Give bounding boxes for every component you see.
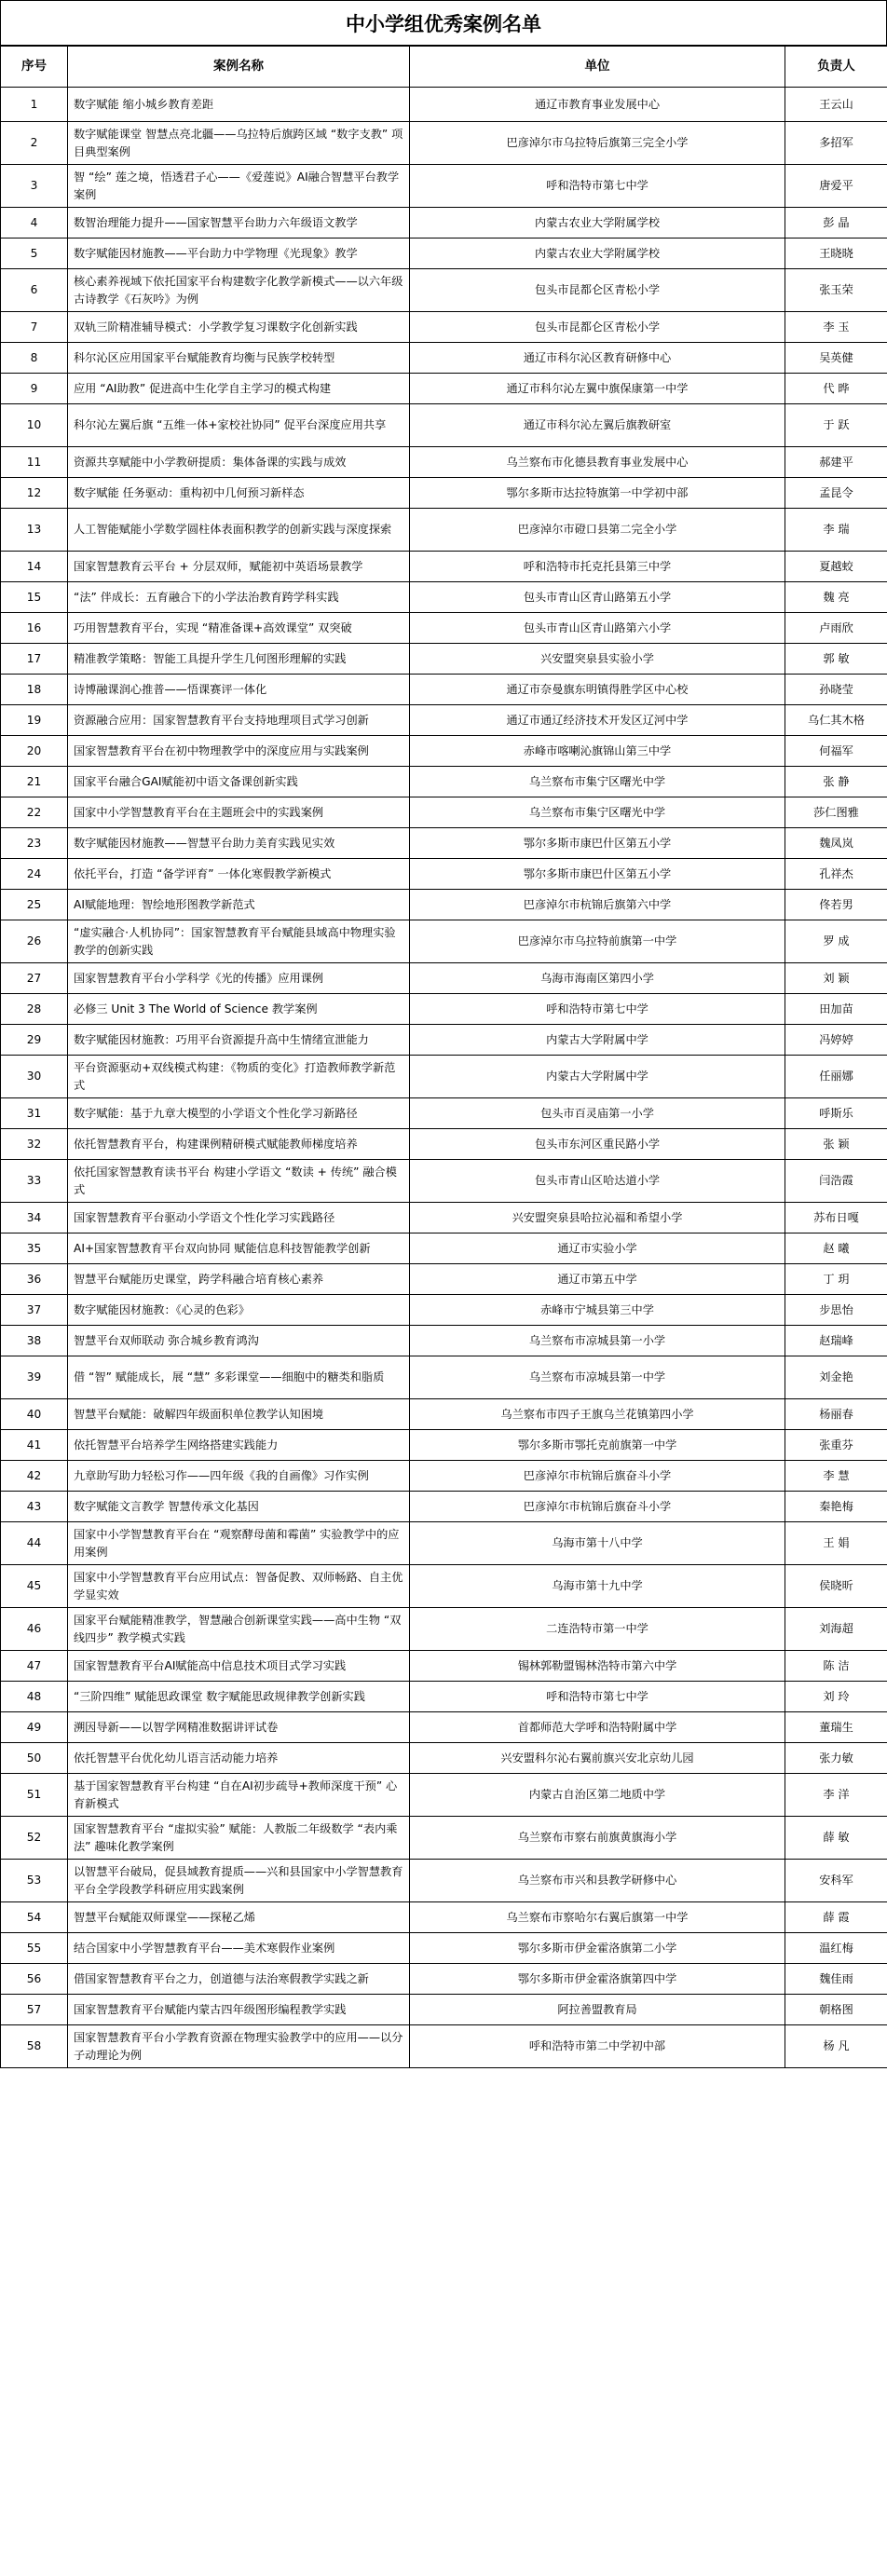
cell-case-name: 必修三 Unit 3 The World of Science 教学案例 [68, 994, 410, 1025]
table-row [1, 920, 887, 963]
cell-case-name: 人工智能赋能小学数学圆柱体表面积教学的创新实践与深度探索 [68, 509, 410, 552]
table-row [1, 478, 887, 509]
cell-number: 55 [1, 1933, 68, 1964]
cell-number: 48 [1, 1682, 68, 1712]
cell-person-in-charge: 刘 颖 [785, 963, 887, 994]
cell-unit: 呼和浩特市第七中学 [410, 994, 785, 1025]
cell-case-name: 数字赋能：基于九章大模型的小学语文个性化学习新路径 [68, 1098, 410, 1129]
cell-number: 7 [1, 312, 68, 343]
cell-unit: 巴彦淖尔市乌拉特前旗第一中学 [410, 920, 785, 963]
cell-unit: 通辽市科尔沁左翼中旗保康第一中学 [410, 374, 785, 404]
cell-case-name: 国家智慧教育平台小学科学《光的传播》应用课例 [68, 963, 410, 994]
cell-unit: 包头市青山区哈达道小学 [410, 1160, 785, 1203]
table-row [1, 269, 887, 312]
cell-case-name: 数字赋能 任务驱动：重构初中几何预习新样态 [68, 478, 410, 509]
cell-number: 30 [1, 1056, 68, 1098]
table-row [1, 1651, 887, 1682]
cell-number: 54 [1, 1902, 68, 1933]
table-row [1, 963, 887, 994]
cell-person-in-charge: 郭 敏 [785, 644, 887, 675]
cell-person-in-charge: 朝格图 [785, 1995, 887, 2025]
cell-number: 17 [1, 644, 68, 675]
cell-number: 18 [1, 675, 68, 705]
cell-person-in-charge: 魏凤岚 [785, 828, 887, 859]
cell-unit: 鄂尔多斯市伊金霍洛旗第二小学 [410, 1933, 785, 1964]
cell-number: 38 [1, 1326, 68, 1356]
cell-person-in-charge: 李 洋 [785, 1774, 887, 1817]
cell-number: 41 [1, 1430, 68, 1461]
cell-unit: 包头市百灵庙第一小学 [410, 1098, 785, 1129]
cell-case-name: 数字赋能文言教学 智慧传承文化基因 [68, 1492, 410, 1522]
cell-number: 14 [1, 552, 68, 582]
cell-person-in-charge: 温红梅 [785, 1933, 887, 1964]
cell-unit: 呼和浩特市托克托县第三中学 [410, 552, 785, 582]
cell-number: 28 [1, 994, 68, 1025]
cell-person-in-charge: 王晓晓 [785, 239, 887, 269]
cell-person-in-charge: 乌仁其木格 [785, 705, 887, 736]
cell-person-in-charge: 任丽娜 [785, 1056, 887, 1098]
header-row [1, 47, 887, 88]
cell-unit: 首都师范大学呼和浩特附属中学 [410, 1712, 785, 1743]
cell-number: 23 [1, 828, 68, 859]
table-row [1, 239, 887, 269]
table-row [1, 1399, 887, 1430]
cell-case-name: 数字赋能因材施教——智慧平台助力美育实践见实效 [68, 828, 410, 859]
table-row [1, 1326, 887, 1356]
cell-number: 15 [1, 582, 68, 613]
cell-case-name: 国家智慧教育平台驱动小学语文个性化学习实践路径 [68, 1203, 410, 1233]
cell-person-in-charge: 于 跃 [785, 404, 887, 447]
header-unit: 单位 [410, 47, 785, 88]
table-row [1, 890, 887, 920]
cell-unit: 乌兰察布市察哈尔右翼后旗第一中学 [410, 1902, 785, 1933]
table-row [1, 1129, 887, 1160]
table-header [1, 47, 887, 88]
cell-number: 49 [1, 1712, 68, 1743]
cell-number: 6 [1, 269, 68, 312]
cell-person-in-charge: 孟昆令 [785, 478, 887, 509]
table-row [1, 1160, 887, 1203]
cell-case-name: 数字赋能因材施教——平台助力中学物理《光现象》教学 [68, 239, 410, 269]
cell-case-name: 国家平台融合GAI赋能初中语文备课创新实践 [68, 767, 410, 797]
table-row [1, 509, 887, 552]
cell-unit: 乌兰察布市察右前旗黄旗海小学 [410, 1817, 785, 1860]
table-row [1, 374, 887, 404]
cell-unit: 乌兰察布市化德县教育事业发展中心 [410, 447, 785, 478]
cell-number: 36 [1, 1264, 68, 1295]
cell-person-in-charge: 丁 玥 [785, 1264, 887, 1295]
cell-unit: 包头市青山区青山路第五小学 [410, 582, 785, 613]
cell-unit: 乌海市第十九中学 [410, 1565, 785, 1608]
cell-unit: 通辽市教育事业发展中心 [410, 88, 785, 122]
cell-number: 53 [1, 1860, 68, 1902]
cell-person-in-charge: 孔祥杰 [785, 859, 887, 890]
cell-unit: 乌兰察布市四子王旗乌兰花镇第四小学 [410, 1399, 785, 1430]
cell-case-name: 国家中小学智慧教育平台应用试点：智备促教、双师畅路、自主优学显实效 [68, 1565, 410, 1608]
cell-unit: 兴安盟科尔沁右翼前旗兴安北京幼儿园 [410, 1743, 785, 1774]
cell-number: 11 [1, 447, 68, 478]
cell-number: 39 [1, 1356, 68, 1399]
cell-case-name: 国家中小学智慧教育平台在主题班会中的实践案例 [68, 797, 410, 828]
cell-person-in-charge: 冯婷婷 [785, 1025, 887, 1056]
cell-unit: 乌兰察布市集宁区曙光中学 [410, 767, 785, 797]
cell-number: 34 [1, 1203, 68, 1233]
cell-person-in-charge: 多招军 [785, 122, 887, 165]
cell-person-in-charge: 吴英健 [785, 343, 887, 374]
cell-unit: 巴彦淖尔市杭锦后旗第六中学 [410, 890, 785, 920]
table-row [1, 1902, 887, 1933]
cell-person-in-charge: 苏布日嘎 [785, 1203, 887, 1233]
cell-case-name: 智 “绘” 莲之境，悟透君子心——《爱莲说》AI融合智慧平台教学案例 [68, 165, 410, 208]
cell-unit: 鄂尔多斯市鄂托克前旗第一中学 [410, 1430, 785, 1461]
table-row [1, 1025, 887, 1056]
cell-unit: 乌兰察布市兴和县教学研修中心 [410, 1860, 785, 1902]
table-row [1, 1817, 887, 1860]
table-row [1, 1522, 887, 1565]
cell-number: 57 [1, 1995, 68, 2025]
cell-person-in-charge: 刘海超 [785, 1608, 887, 1651]
header-case-name: 案例名称 [68, 47, 410, 88]
table-row [1, 1608, 887, 1651]
table-row [1, 705, 887, 736]
cell-unit: 包头市昆都仑区青松小学 [410, 312, 785, 343]
cell-unit: 内蒙古大学附属中学 [410, 1056, 785, 1098]
cell-unit: 内蒙古农业大学附属学校 [410, 208, 785, 239]
cell-person-in-charge: 杨丽春 [785, 1399, 887, 1430]
cell-unit: 乌兰察布市集宁区曙光中学 [410, 797, 785, 828]
cell-case-name: 九章助写助力轻松习作——四年级《我的自画像》习作实例 [68, 1461, 410, 1492]
table-row [1, 828, 887, 859]
cell-case-name: 溯因导新——以智学网精准数据讲评试卷 [68, 1712, 410, 1743]
table-row [1, 1743, 887, 1774]
cell-case-name: 双轨三阶精准辅导模式：小学教学复习课数字化创新实践 [68, 312, 410, 343]
cell-person-in-charge: 杨 凡 [785, 2025, 887, 2068]
cell-case-name: “三阶四维” 赋能思政课堂 数字赋能思政规律教学创新实践 [68, 1682, 410, 1712]
cell-number: 22 [1, 797, 68, 828]
cell-unit: 包头市东河区重民路小学 [410, 1129, 785, 1160]
cell-number: 9 [1, 374, 68, 404]
cell-unit: 乌兰察布市凉城县第一中学 [410, 1356, 785, 1399]
cell-number: 58 [1, 2025, 68, 2068]
table-row [1, 1682, 887, 1712]
cell-person-in-charge: 卢雨欣 [785, 613, 887, 644]
cell-person-in-charge: 赵瑞峰 [785, 1326, 887, 1356]
cell-person-in-charge: 薛 霞 [785, 1902, 887, 1933]
cell-person-in-charge: 何福军 [785, 736, 887, 767]
cell-number: 51 [1, 1774, 68, 1817]
table-row [1, 447, 887, 478]
cell-case-name: 科尔沁区应用国家平台赋能教育均衡与民族学校转型 [68, 343, 410, 374]
table-row [1, 859, 887, 890]
cell-unit: 包头市昆都仑区青松小学 [410, 269, 785, 312]
cell-number: 50 [1, 1743, 68, 1774]
cell-unit: 锡林郭勒盟锡林浩特市第六中学 [410, 1651, 785, 1682]
cell-case-name: 以智慧平台破局，促县域教育提质——兴和县国家中小学智慧教育平台全学段教学科研应用实践案例 [68, 1860, 410, 1902]
table-row [1, 582, 887, 613]
cell-unit: 通辽市实验小学 [410, 1233, 785, 1264]
cell-case-name: 数字赋能因材施教：《心灵的色彩》 [68, 1295, 410, 1326]
cell-person-in-charge: 张 颖 [785, 1129, 887, 1160]
table-row [1, 1203, 887, 1233]
cell-unit: 赤峰市宁城县第三中学 [410, 1295, 785, 1326]
table-row [1, 122, 887, 165]
cell-case-name: 依托智慧平台培养学生网络搭建实践能力 [68, 1430, 410, 1461]
header-number: 序号 [1, 47, 68, 88]
table-row [1, 165, 887, 208]
cell-person-in-charge: 郝建平 [785, 447, 887, 478]
cell-number: 52 [1, 1817, 68, 1860]
cell-case-name: 基于国家智慧教育平台构建 “自在AI初步疏导+教师深度干预” 心育新模式 [68, 1774, 410, 1817]
cell-case-name: 国家智慧教育云平台 + 分层双师，赋能初中英语场景教学 [68, 552, 410, 582]
cell-case-name: 巧用智慧教育平台，实现 “精准备课+高效课堂” 双突破 [68, 613, 410, 644]
table-body [1, 88, 887, 2068]
cell-person-in-charge: 秦艳梅 [785, 1492, 887, 1522]
table-row [1, 1233, 887, 1264]
cell-unit: 呼和浩特市第七中学 [410, 1682, 785, 1712]
cell-case-name: 精准教学策略：智能工具提升学生几何图形理解的实践 [68, 644, 410, 675]
cell-unit: 通辽市科尔沁区教育研修中心 [410, 343, 785, 374]
cell-unit: 呼和浩特市第二中学初中部 [410, 2025, 785, 2068]
table-row [1, 88, 887, 122]
cell-number: 37 [1, 1295, 68, 1326]
cell-person-in-charge: 李 慧 [785, 1461, 887, 1492]
cell-case-name: 平台资源驱动+双线模式构建：《物质的变化》打造教师教学新范式 [68, 1056, 410, 1098]
table-row [1, 1774, 887, 1817]
cell-case-name: 智慧平台赋能双师课堂——探秘乙烯 [68, 1902, 410, 1933]
table-row [1, 312, 887, 343]
cell-case-name: 数字赋能因材施教：巧用平台资源提升高中生情绪宣泄能力 [68, 1025, 410, 1056]
cell-number: 56 [1, 1964, 68, 1995]
cell-case-name: 依托平台，打造 “备学评育” 一体化寒假教学新模式 [68, 859, 410, 890]
cell-case-name: 应用 “AI助教” 促进高中生化学自主学习的模式构建 [68, 374, 410, 404]
cell-number: 47 [1, 1651, 68, 1682]
cell-number: 32 [1, 1129, 68, 1160]
cell-number: 4 [1, 208, 68, 239]
cell-unit: 赤峰市喀喇沁旗锦山第三中学 [410, 736, 785, 767]
cell-case-name: 依托智慧平台优化幼儿语言活动能力培养 [68, 1743, 410, 1774]
cell-case-name: 数字赋能 缩小城乡教育差距 [68, 88, 410, 122]
cell-case-name: 国家智慧教育平台AI赋能高中信息技术项目式学习实践 [68, 1651, 410, 1682]
table-row [1, 552, 887, 582]
cell-case-name: 资源融合应用：国家智慧教育平台支持地理项目式学习创新 [68, 705, 410, 736]
cell-number: 35 [1, 1233, 68, 1264]
table-row [1, 767, 887, 797]
cell-person-in-charge: 莎仁图雅 [785, 797, 887, 828]
table-row [1, 1264, 887, 1295]
cell-number: 8 [1, 343, 68, 374]
cell-case-name: 国家智慧教育平台 “虚拟实验” 赋能：人教版二年级数学 “表内乘法” 趣味化教学案例 [68, 1817, 410, 1860]
cell-person-in-charge: 张 静 [785, 767, 887, 797]
cell-number: 29 [1, 1025, 68, 1056]
cell-unit: 包头市青山区青山路第六小学 [410, 613, 785, 644]
cell-unit: 内蒙古大学附属中学 [410, 1025, 785, 1056]
cell-number: 45 [1, 1565, 68, 1608]
cell-case-name: 数字赋能课堂 智慧点亮北疆——乌拉特后旗跨区域 “数字支教” 项目典型案例 [68, 122, 410, 165]
cell-unit: 巴彦淖尔市杭锦后旗奋斗小学 [410, 1492, 785, 1522]
cell-unit: 呼和浩特市第七中学 [410, 165, 785, 208]
cell-unit: 鄂尔多斯市伊金霍洛旗第四中学 [410, 1964, 785, 1995]
table-row [1, 1492, 887, 1522]
table-row [1, 1461, 887, 1492]
table-row [1, 675, 887, 705]
cell-unit: 巴彦淖尔市磴口县第二完全小学 [410, 509, 785, 552]
cell-number: 27 [1, 963, 68, 994]
cell-unit: 鄂尔多斯市康巴什区第五小学 [410, 828, 785, 859]
cell-person-in-charge: 夏越蛟 [785, 552, 887, 582]
cell-person-in-charge: 安科军 [785, 1860, 887, 1902]
cell-number: 42 [1, 1461, 68, 1492]
cell-unit: 兴安盟突泉县实验小学 [410, 644, 785, 675]
cell-person-in-charge: 佟若男 [785, 890, 887, 920]
cell-person-in-charge: 刘金艳 [785, 1356, 887, 1399]
cell-number: 43 [1, 1492, 68, 1522]
cell-unit: 阿拉善盟教育局 [410, 1995, 785, 2025]
cell-person-in-charge: 步思怡 [785, 1295, 887, 1326]
cell-person-in-charge: 闫浩霞 [785, 1160, 887, 1203]
cell-case-name: 科尔沁左翼后旗 “五维一体+家校社协同” 促平台深度应用共享 [68, 404, 410, 447]
table-row [1, 343, 887, 374]
table-row [1, 1860, 887, 1902]
table-row [1, 1995, 887, 2025]
cell-number: 44 [1, 1522, 68, 1565]
cell-number: 40 [1, 1399, 68, 1430]
cell-number: 21 [1, 767, 68, 797]
table-row [1, 994, 887, 1025]
cell-unit: 二连浩特市第一中学 [410, 1608, 785, 1651]
cell-unit: 巴彦淖尔市杭锦后旗奋斗小学 [410, 1461, 785, 1492]
cell-person-in-charge: 陈 洁 [785, 1651, 887, 1682]
header-person-in-charge: 负责人 [785, 47, 887, 88]
cell-person-in-charge: 彭 晶 [785, 208, 887, 239]
cell-person-in-charge: 田加苗 [785, 994, 887, 1025]
cell-case-name: 智慧平台双师联动 弥合城乡教育鸿沟 [68, 1326, 410, 1356]
document-title: 中小学组优秀案例名单 [0, 0, 887, 46]
cell-case-name: 借国家智慧教育平台之力，创道德与法治寒假教学实践之新 [68, 1964, 410, 1995]
cell-number: 16 [1, 613, 68, 644]
cell-unit: 鄂尔多斯市达拉特旗第一中学初中部 [410, 478, 785, 509]
cell-number: 31 [1, 1098, 68, 1129]
table-row [1, 613, 887, 644]
table-row [1, 1712, 887, 1743]
cell-case-name: 国家智慧教育平台小学教育资源在物理实验教学中的应用——以分子动理论为例 [68, 2025, 410, 2068]
cell-number: 46 [1, 1608, 68, 1651]
cell-person-in-charge: 魏 亮 [785, 582, 887, 613]
table-row [1, 1430, 887, 1461]
cell-case-name: “虚实融合·人机协同”：国家智慧教育平台赋能县域高中物理实验教学的创新实践 [68, 920, 410, 963]
cell-person-in-charge: 李 玉 [785, 312, 887, 343]
cell-person-in-charge: 李 瑞 [785, 509, 887, 552]
table-row [1, 1056, 887, 1098]
cell-case-name: AI+国家智慧教育平台双向协同 赋能信息科技智能教学创新 [68, 1233, 410, 1264]
cell-number: 26 [1, 920, 68, 963]
cell-person-in-charge: 呼斯乐 [785, 1098, 887, 1129]
table-row [1, 1098, 887, 1129]
cell-number: 5 [1, 239, 68, 269]
cell-person-in-charge: 薛 敏 [785, 1817, 887, 1860]
cell-number: 13 [1, 509, 68, 552]
table-row [1, 404, 887, 447]
cell-unit: 鄂尔多斯市康巴什区第五小学 [410, 859, 785, 890]
cell-case-name: 核心素养视域下依托国家平台构建数字化教学新模式——以六年级古诗教学《石灰吟》为例 [68, 269, 410, 312]
table-row [1, 1933, 887, 1964]
cell-case-name: 智慧平台赋能历史课堂，跨学科融合培育核心素养 [68, 1264, 410, 1295]
cell-unit: 巴彦淖尔市乌拉特后旗第三完全小学 [410, 122, 785, 165]
cell-number: 1 [1, 88, 68, 122]
cell-number: 25 [1, 890, 68, 920]
cell-number: 12 [1, 478, 68, 509]
table-row [1, 2025, 887, 2068]
cell-person-in-charge: 赵 曦 [785, 1233, 887, 1264]
cell-unit: 通辽市通辽经济技术开发区辽河中学 [410, 705, 785, 736]
cell-unit: 兴安盟突泉县哈拉沁福和希望小学 [410, 1203, 785, 1233]
table-row [1, 736, 887, 767]
table-row [1, 1356, 887, 1399]
cell-case-name: AI赋能地理：智绘地形图教学新范式 [68, 890, 410, 920]
cell-unit: 乌海市第十八中学 [410, 1522, 785, 1565]
cell-person-in-charge: 代 晔 [785, 374, 887, 404]
cell-person-in-charge: 刘 玲 [785, 1682, 887, 1712]
cell-person-in-charge: 侯晓昕 [785, 1565, 887, 1608]
cell-case-name: 数智治理能力提升——国家智慧平台助力六年级语文教学 [68, 208, 410, 239]
cell-unit: 通辽市科尔沁左翼后旗教研室 [410, 404, 785, 447]
table-row [1, 797, 887, 828]
cell-person-in-charge: 张重芬 [785, 1430, 887, 1461]
cell-person-in-charge: 孙晓莹 [785, 675, 887, 705]
cell-case-name: 国家平台赋能精准教学，智慧融合创新课堂实践——高中生物 “双线四步” 教学模式实践 [68, 1608, 410, 1651]
cell-number: 33 [1, 1160, 68, 1203]
table-row [1, 208, 887, 239]
table-row [1, 1964, 887, 1995]
cell-unit: 通辽市第五中学 [410, 1264, 785, 1295]
cases-table [0, 46, 887, 2068]
table-row [1, 1565, 887, 1608]
cell-case-name: 依托智慧教育平台，构建课例精研模式赋能教师梯度培养 [68, 1129, 410, 1160]
cell-case-name: 国家智慧教育平台赋能内蒙古四年级图形编程教学实践 [68, 1995, 410, 2025]
cell-person-in-charge: 罗 成 [785, 920, 887, 963]
cell-person-in-charge: 王 娟 [785, 1522, 887, 1565]
cell-person-in-charge: 王云山 [785, 88, 887, 122]
cell-unit: 乌海市海南区第四小学 [410, 963, 785, 994]
cell-case-name: 智慧平台赋能：破解四年级面积单位教学认知困境 [68, 1399, 410, 1430]
cell-person-in-charge: 张力敏 [785, 1743, 887, 1774]
cell-number: 24 [1, 859, 68, 890]
cell-person-in-charge: 张玉荣 [785, 269, 887, 312]
cell-number: 20 [1, 736, 68, 767]
cell-unit: 通辽市奈曼旗东明镇得胜学区中心校 [410, 675, 785, 705]
cell-number: 10 [1, 404, 68, 447]
cell-number: 2 [1, 122, 68, 165]
cell-unit: 内蒙古农业大学附属学校 [410, 239, 785, 269]
cell-case-name: 资源共享赋能中小学教研提质：集体备课的实践与成效 [68, 447, 410, 478]
cell-case-name: 国家智慧教育平台在初中物理教学中的深度应用与实践案例 [68, 736, 410, 767]
table-row [1, 1295, 887, 1326]
cell-number: 19 [1, 705, 68, 736]
cell-person-in-charge: 董瑞生 [785, 1712, 887, 1743]
cell-case-name: 国家中小学智慧教育平台在 “观察酵母菌和霉菌” 实验教学中的应用案例 [68, 1522, 410, 1565]
cell-case-name: “法” 伴成长：五育融合下的小学法治教育跨学科实践 [68, 582, 410, 613]
cell-person-in-charge: 魏佳雨 [785, 1964, 887, 1995]
cell-unit: 乌兰察布市凉城县第一小学 [410, 1326, 785, 1356]
table-row [1, 644, 887, 675]
cell-case-name: 诗博融课润心推普——悟课赛评一体化 [68, 675, 410, 705]
cell-case-name: 结合国家中小学智慧教育平台——美术寒假作业案例 [68, 1933, 410, 1964]
cell-number: 3 [1, 165, 68, 208]
cell-person-in-charge: 唐爱平 [785, 165, 887, 208]
cell-case-name: 借 “智” 赋能成长，展 “慧” 多彩课堂——细胞中的糖类和脂质 [68, 1356, 410, 1399]
cell-unit: 内蒙古自治区第二地质中学 [410, 1774, 785, 1817]
cell-case-name: 依托国家智慧教育读书平台 构建小学语文 “数读 + 传统” 融合模式 [68, 1160, 410, 1203]
